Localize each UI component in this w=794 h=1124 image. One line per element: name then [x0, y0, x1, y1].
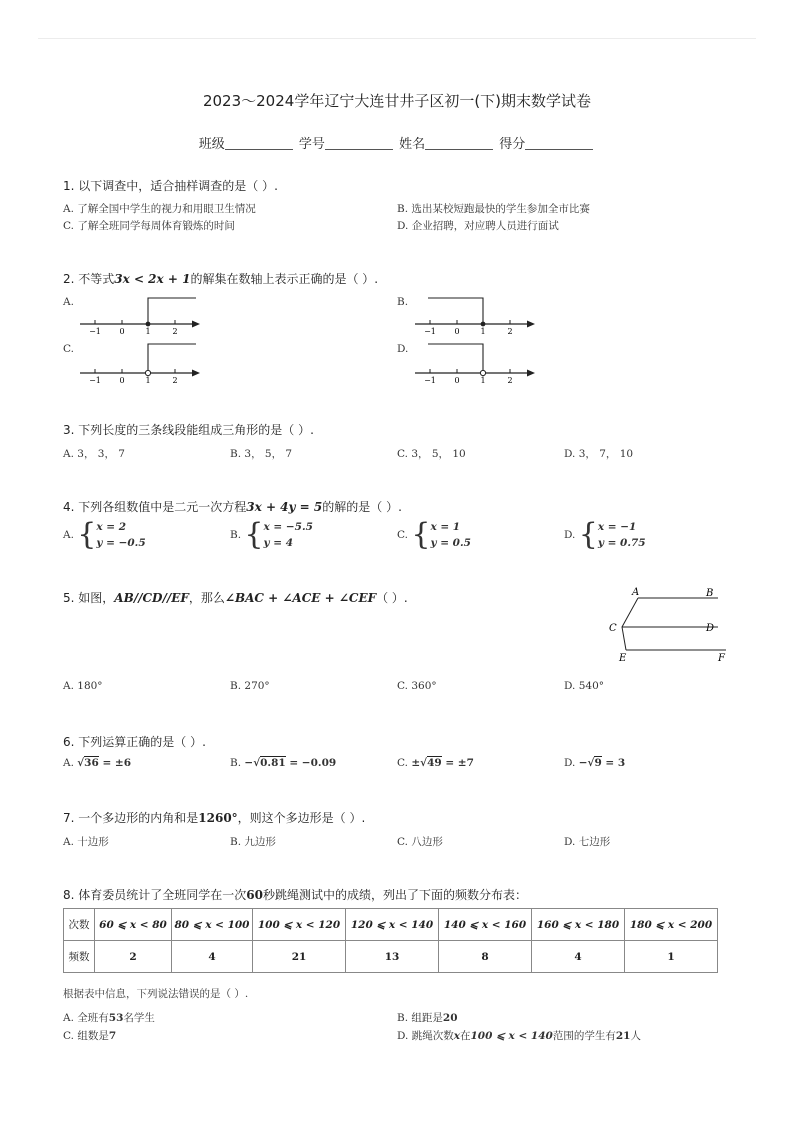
q2-numberline-c	[75, 338, 205, 384]
q3-option-a[interactable]: A. 3， 3， 7	[63, 448, 125, 460]
table-cell: 13	[346, 941, 439, 973]
point-label: A	[632, 587, 640, 598]
table-row	[64, 941, 718, 973]
point-label: B	[706, 588, 714, 599]
table-cell: 8	[439, 941, 532, 973]
q7-stem: 7. 一个多边形的内角和是1260°，则这个多边形是（ ）.	[63, 811, 366, 825]
table-cell: 100 ⩽ x < 120	[253, 909, 346, 941]
q8-option-c[interactable]: C. 组数是7	[63, 1030, 117, 1042]
q4-option-d[interactable]: D. {x = −1 y = 0.75	[564, 517, 646, 552]
q5-option-c[interactable]: C. 360°	[397, 680, 437, 692]
exam-title: 2023～2024学年辽宁大连甘井子区初一(下)期末数学试卷	[202, 92, 592, 110]
name-field[interactable]: 姓名	[399, 133, 495, 152]
point-label: F	[718, 653, 725, 664]
tick-label: −1	[89, 376, 101, 384]
point-label: E	[619, 653, 627, 664]
tick-label: −1	[424, 327, 436, 334]
tick-label: 1	[145, 327, 151, 334]
q1-option-a[interactable]: A. 了解全国中学生的视力和用眼卫生情况	[63, 203, 256, 215]
table-cell: 21	[253, 941, 346, 973]
table-cell: 140 ⩽ x < 160	[439, 909, 532, 941]
tick-label: 1	[480, 376, 486, 384]
q1-option-c[interactable]: C. 了解全班同学每周体育锻炼的时间	[63, 220, 235, 232]
q5-option-d[interactable]: D. 540°	[564, 680, 605, 692]
table-cell: 4	[532, 941, 625, 973]
q6-option-b[interactable]: B. −√0.81 = −0.09	[230, 757, 337, 769]
q1-option-b[interactable]: B. 选出某校短跑最快的学生参加全市比赛	[397, 203, 590, 215]
q2-numberline-d	[410, 338, 540, 384]
q2-label-b[interactable]: B.	[397, 296, 409, 308]
q3-option-b[interactable]: B. 3， 5， 7	[230, 448, 293, 460]
q5-option-b[interactable]: B. 270°	[230, 680, 270, 692]
student-info-row	[0, 133, 794, 152]
table-header-cell: 频数	[64, 941, 95, 973]
q2-numberline-a	[75, 292, 205, 334]
q3-option-d[interactable]: D. 3， 7， 10	[564, 448, 634, 460]
tick-label: −1	[424, 376, 436, 384]
tick-label: 0	[119, 376, 125, 384]
table-cell: 2	[95, 941, 172, 973]
q8-stem: 8. 体育委员统计了全班同学在一次60秒跳绳测试中的成绩，列出了下面的频数分布表：	[63, 888, 527, 902]
page-top-rule	[38, 38, 756, 39]
q4-stem: 4. 下列各组数值中是二元一次方程3x + 4y = 5的解的是（ ）.	[63, 500, 402, 514]
q6-option-c[interactable]: C. ±√49 = ±7	[397, 757, 474, 769]
tick-label: 0	[454, 327, 460, 334]
q8-option-a[interactable]: A. 全班有53名学生	[63, 1012, 155, 1024]
tick-label: 2	[172, 376, 178, 384]
q8-option-d[interactable]: D. 跳绳次数x在100 ⩽ x < 140范围的学生有21人	[397, 1030, 641, 1042]
student-id-field[interactable]: 学号	[299, 133, 395, 152]
table-cell: 1	[625, 941, 718, 973]
q7-option-a[interactable]: A. 十边形	[63, 836, 109, 848]
q4-option-c[interactable]: C. {x = 1 y = 0.5	[397, 517, 471, 552]
class-field[interactable]: 班级	[199, 133, 295, 152]
q8-option-b[interactable]: B. 组距是20	[397, 1012, 458, 1024]
tick-label: 2	[507, 376, 513, 384]
q5-option-a[interactable]: A. 180°	[63, 680, 103, 692]
table-cell: 160 ⩽ x < 180	[532, 909, 625, 941]
table-cell: 120 ⩽ x < 140	[346, 909, 439, 941]
q2-stem: 2. 不等式3x < 2x + 1的解集在数轴上表示正确的是（ ）.	[63, 272, 379, 286]
table-cell: 180 ⩽ x < 200	[625, 909, 718, 941]
q4-option-b[interactable]: B. {x = −5.5 y = 4	[230, 517, 313, 552]
table-cell: 4	[172, 941, 253, 973]
tick-label: 0	[454, 376, 460, 384]
score-field[interactable]: 得分	[499, 133, 595, 152]
point-label: C	[609, 623, 617, 634]
q4-option-a[interactable]: A. {x = 2 y = −0.5	[63, 517, 146, 552]
q2-label-a[interactable]: A.	[63, 296, 74, 308]
table-cell: 80 ⩽ x < 100	[172, 909, 253, 941]
frequency-table	[63, 908, 718, 973]
tick-label: 2	[507, 327, 513, 334]
tick-label: 2	[172, 327, 178, 334]
point-label: D	[706, 623, 715, 634]
q6-option-d[interactable]: D. −√9 = 3	[564, 757, 626, 769]
table-row	[64, 909, 718, 941]
q1-stem: 1. 以下调查中，适合抽样调查的是（ ）.	[63, 179, 278, 193]
tick-label: 1	[480, 327, 486, 334]
q2-label-d[interactable]: D.	[397, 343, 409, 355]
table-header-cell: 次数	[64, 909, 95, 941]
tick-label: 0	[119, 327, 125, 334]
q7-option-c[interactable]: C. 八边形	[397, 836, 443, 848]
q1-option-d[interactable]: D. 企业招聘，对应聘人员进行面试	[397, 220, 559, 232]
q2-label-c[interactable]: C.	[63, 343, 74, 355]
q5-stem: 5. 如图，AB//CD//EF，那么∠BAC + ∠ACE + ∠CEF（ ）.	[63, 591, 408, 605]
q3-option-c[interactable]: C. 3， 5， 10	[397, 448, 466, 460]
q7-option-b[interactable]: B. 九边形	[230, 836, 276, 848]
tick-label: 1	[145, 376, 151, 384]
q6-stem: 6. 下列运算正确的是（ ）.	[63, 735, 206, 749]
q3-stem: 3. 下列长度的三条线段能组成三角形的是（ ）.	[63, 423, 314, 437]
q6-option-a[interactable]: A. √36 = ±6	[63, 757, 132, 769]
table-cell: 60 ⩽ x < 80	[95, 909, 172, 941]
q5-parallel-lines-figure	[604, 584, 736, 666]
tick-label: −1	[89, 327, 101, 334]
q2-numberline-b	[410, 292, 540, 334]
q8-followup: 根据表中信息，下列说法错误的是（ ）.	[63, 988, 249, 1000]
q7-option-d[interactable]: D. 七边形	[564, 836, 611, 848]
